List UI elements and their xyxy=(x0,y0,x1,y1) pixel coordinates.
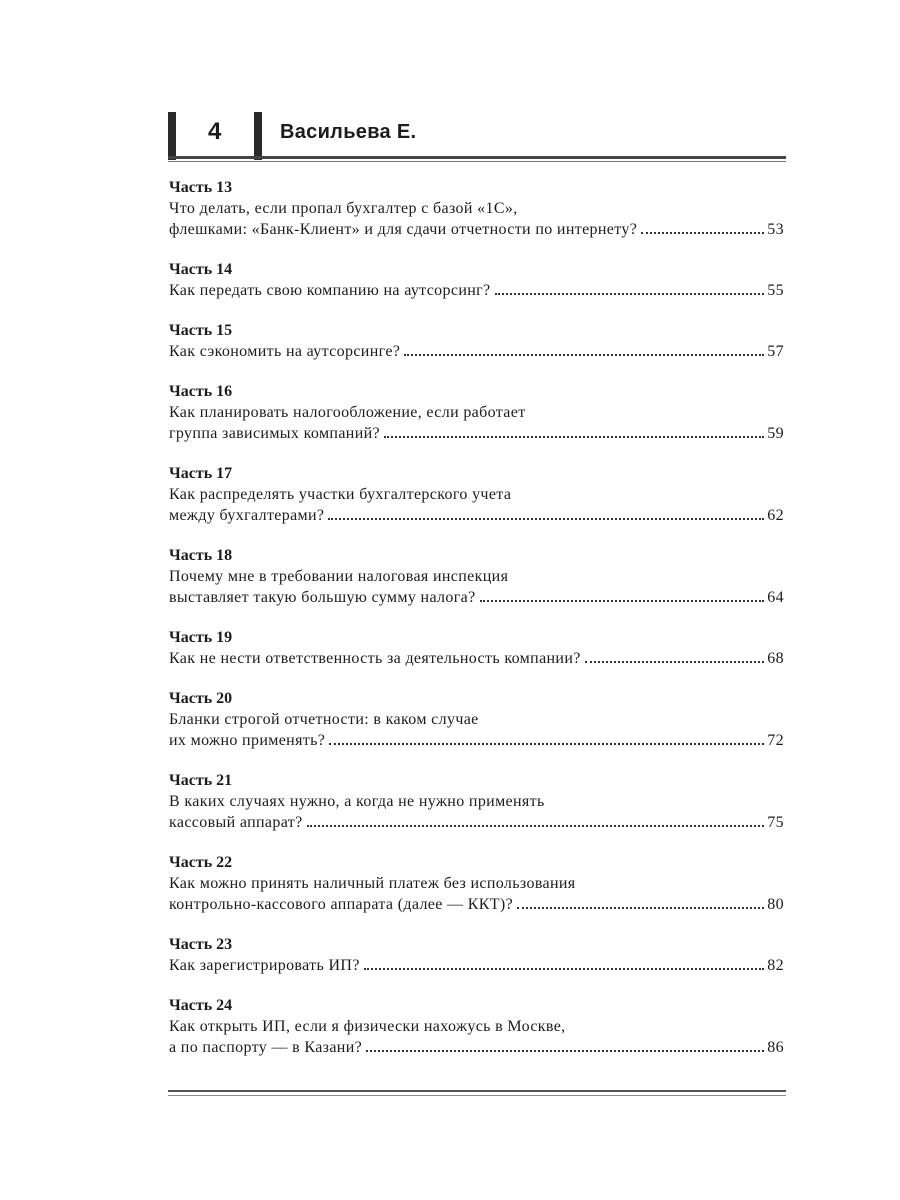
toc-entry[interactable] xyxy=(169,935,784,976)
toc-page-number: 80 xyxy=(767,896,784,913)
toc-entry-title-line: Как передать свою компанию на аутсорсинг? xyxy=(169,282,491,299)
toc-entry[interactable] xyxy=(169,321,784,362)
footer-rule-thick xyxy=(168,1090,786,1092)
header-rule-thin xyxy=(168,161,786,162)
toc-entry-heading: Часть 18 xyxy=(169,547,233,564)
footer-rule xyxy=(168,1090,786,1096)
toc-entry-heading: Часть 17 xyxy=(169,465,233,482)
toc-entry-heading: Часть 16 xyxy=(169,383,233,400)
header-bar-divider xyxy=(254,112,262,160)
toc-entry-heading: Часть 23 xyxy=(169,936,233,953)
toc-entry-last-line xyxy=(169,894,784,915)
toc-entry-last-line xyxy=(169,505,784,526)
toc-entry-last-line xyxy=(169,648,784,669)
dot-leader xyxy=(585,660,765,663)
toc-entry-title-line: выставляет такую большую сумму налога? xyxy=(169,589,476,606)
toc-page-number: 62 xyxy=(767,507,784,524)
toc-entry[interactable] xyxy=(169,689,784,751)
toc-entry[interactable] xyxy=(169,628,784,669)
dot-leader xyxy=(480,599,765,602)
toc-entry-last-line xyxy=(169,812,784,833)
toc-page-number: 75 xyxy=(767,814,784,831)
toc-entry-title-line: Как не нести ответственность за деятельность компании? xyxy=(169,650,581,667)
dot-leader xyxy=(307,824,765,827)
toc-page-number: 72 xyxy=(767,732,784,749)
toc-entry-title-line: их можно применять? xyxy=(169,732,326,749)
dot-leader xyxy=(384,435,764,438)
toc-entry-title-line: контрольно-кассового аппарата (далее — ККТ)? xyxy=(169,896,514,913)
dot-leader xyxy=(641,231,764,234)
dot-leader xyxy=(366,1049,764,1052)
dot-leader xyxy=(517,906,764,909)
toc-entry-title-line: Как можно принять наличный платеж без использования xyxy=(169,875,576,892)
toc-entry-last-line xyxy=(169,1037,784,1058)
toc-entry-title-line: Почему мне в требовании налоговая инспекция xyxy=(169,568,509,585)
footer-rule-thin xyxy=(168,1095,786,1096)
toc-entry-title-line: Как сэкономить на аутсорсинге? xyxy=(169,343,401,360)
header-rule-thick xyxy=(168,156,786,159)
toc-page-number: 86 xyxy=(767,1039,784,1056)
running-header xyxy=(168,112,786,164)
dot-leader xyxy=(495,292,765,295)
toc-entry-heading: Часть 20 xyxy=(169,690,233,707)
toc-page-number: 57 xyxy=(767,343,784,360)
toc-entry[interactable] xyxy=(169,382,784,444)
toc-entry-title-line: а по паспорту — в Казани? xyxy=(169,1039,363,1056)
toc-entry-title-line: флешками: «Банк-Клиент» и для сдачи отчетности по интернету? xyxy=(169,221,638,238)
toc-entry-heading: Часть 24 xyxy=(169,997,233,1014)
toc-entry-last-line xyxy=(169,280,784,301)
toc-entry-title-line: Как зарегистрировать ИП? xyxy=(169,957,360,974)
toc-entry-title-line: между бухгалтерами? xyxy=(169,507,325,524)
toc-entry-heading: Часть 22 xyxy=(169,854,233,871)
toc-entry-heading: Часть 14 xyxy=(169,261,233,278)
toc-entry-last-line xyxy=(169,730,784,751)
toc-entry-title-line: Как распределять участки бухгалтерского учета xyxy=(169,486,512,503)
toc-entry[interactable] xyxy=(169,260,784,301)
toc-entry-title-line: группа зависимых компаний? xyxy=(169,425,380,442)
header-bar-left xyxy=(168,112,176,160)
toc-entry-title-line: Как планировать налогообложение, если работает xyxy=(169,404,526,421)
toc-entry-last-line xyxy=(169,955,784,976)
toc-page-number: 59 xyxy=(767,425,784,442)
toc-entry[interactable] xyxy=(169,996,784,1058)
author-name: Васильева Е. xyxy=(280,121,417,143)
toc-entry-title-line: кассовый аппарат? xyxy=(169,814,303,831)
toc-page-number: 68 xyxy=(767,650,784,667)
toc-page-number: 53 xyxy=(767,221,784,238)
toc-entry[interactable] xyxy=(169,464,784,526)
toc-entry-heading: Часть 15 xyxy=(169,322,233,339)
toc-entry-title-line: Бланки строгой отчетности: в каком случае xyxy=(169,711,479,728)
toc-entry[interactable] xyxy=(169,771,784,833)
toc-page-number: 82 xyxy=(767,957,784,974)
dot-leader xyxy=(329,742,764,745)
toc-entry-title-line: Что делать, если пропал бухгалтер с базой «1С», xyxy=(169,200,518,217)
toc-entry-last-line xyxy=(169,341,784,362)
toc-entry-last-line xyxy=(169,219,784,240)
dot-leader xyxy=(404,353,764,356)
table-of-contents xyxy=(169,178,784,1078)
toc-page-number: 55 xyxy=(767,282,784,299)
toc-entry-heading: Часть 19 xyxy=(169,629,233,646)
toc-entry-title-line: Как открыть ИП, если я физически нахожусь в Москве, xyxy=(169,1018,566,1035)
toc-entry-title-line: В каких случаях нужно, а когда не нужно применять xyxy=(169,793,545,810)
toc-page-number: 64 xyxy=(767,589,784,606)
toc-entry[interactable] xyxy=(169,546,784,608)
toc-entry[interactable] xyxy=(169,178,784,240)
toc-entry-heading: Часть 21 xyxy=(169,772,233,789)
toc-entry-heading: Часть 13 xyxy=(169,179,233,196)
toc-entry-last-line xyxy=(169,423,784,444)
dot-leader xyxy=(364,967,765,970)
dot-leader xyxy=(328,517,764,520)
page-number: 4 xyxy=(208,118,222,145)
toc-entry[interactable] xyxy=(169,853,784,915)
toc-entry-last-line xyxy=(169,587,784,608)
